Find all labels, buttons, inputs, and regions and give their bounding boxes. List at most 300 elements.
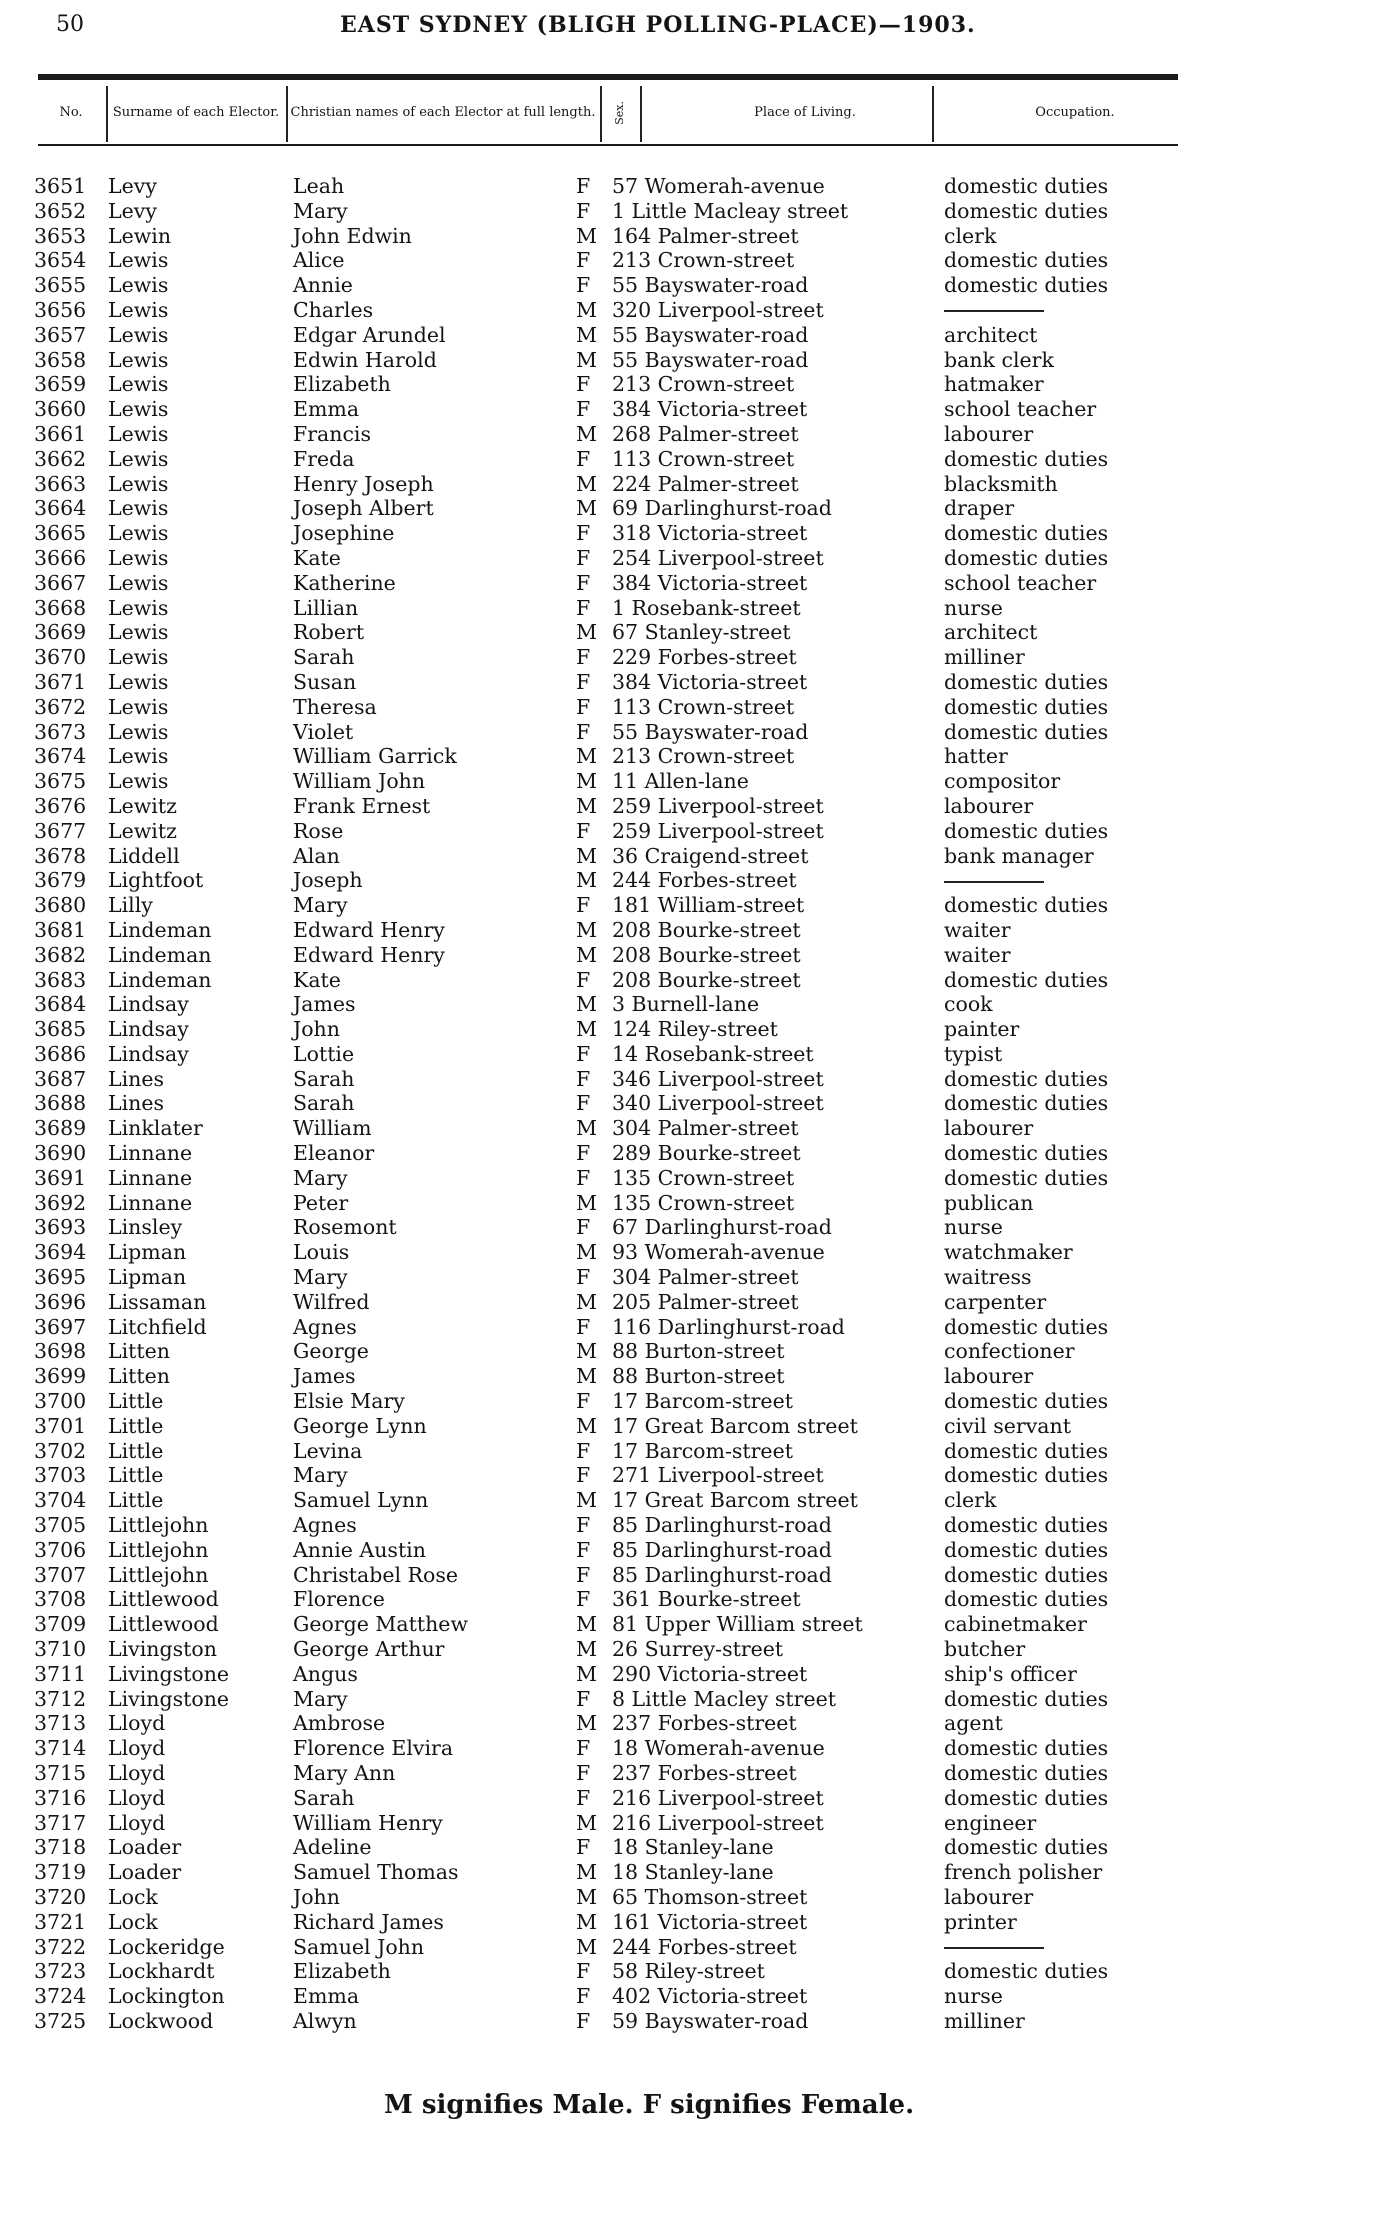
elector-number: 3725 xyxy=(34,2008,87,2033)
table-row xyxy=(0,2009,1382,2034)
table-row xyxy=(0,1067,1382,1092)
elector-number: 3690 xyxy=(34,1141,87,1166)
sex: M xyxy=(576,868,597,893)
place-of-living: 161 Victoria-street xyxy=(612,1909,808,1934)
surname: Lewitz xyxy=(108,793,177,818)
occupation: hatter xyxy=(944,744,1008,769)
elector-number: 3653 xyxy=(34,223,87,248)
surname: Levy xyxy=(108,174,157,198)
surname: Lipman xyxy=(108,1265,187,1290)
place-of-living: 17 Barcom-street xyxy=(612,1438,793,1463)
elector-number: 3675 xyxy=(34,769,87,794)
header-place: Place of Living. xyxy=(754,105,856,120)
table-row xyxy=(0,1463,1382,1488)
place-of-living: 205 Palmer-street xyxy=(612,1289,799,1314)
table-row xyxy=(0,1687,1382,1712)
place-of-living: 55 Bayswater-road xyxy=(612,719,809,744)
elector-number: 3662 xyxy=(34,446,87,471)
christian-names: Mary xyxy=(293,1686,348,1711)
christian-names: Elizabeth xyxy=(293,1959,391,1984)
place-of-living: 88 Burton-street xyxy=(612,1339,785,1364)
table-row xyxy=(0,645,1382,670)
column-divider xyxy=(106,86,108,142)
elector-number: 3710 xyxy=(34,1637,87,1662)
place-of-living: 224 Palmer-street xyxy=(612,471,799,496)
sex: F xyxy=(576,174,591,198)
christian-names: Edward Henry xyxy=(293,917,445,942)
surname: Lewis xyxy=(108,620,169,645)
elector-number: 3697 xyxy=(34,1314,87,1339)
surname: Livingston xyxy=(108,1637,217,1662)
electors-table xyxy=(0,174,1382,2034)
sex: F xyxy=(576,1066,591,1091)
sex: F xyxy=(576,595,591,620)
surname: Lewis xyxy=(108,273,169,298)
elector-number: 3667 xyxy=(34,570,87,595)
table-row xyxy=(0,521,1382,546)
christian-names: Leah xyxy=(293,174,345,198)
christian-names: Florence xyxy=(293,1587,385,1612)
table-row xyxy=(0,571,1382,596)
christian-names: Robert xyxy=(293,620,365,645)
occupation: domestic duties xyxy=(944,1785,1109,1810)
elector-number: 3717 xyxy=(34,1810,87,1835)
surname: Lilly xyxy=(108,893,153,918)
sex: F xyxy=(576,1215,591,1240)
place-of-living: 135 Crown-street xyxy=(612,1165,795,1190)
elector-number: 3686 xyxy=(34,1041,87,1066)
sex: F xyxy=(576,273,591,298)
surname: Linnane xyxy=(108,1190,193,1215)
occupation: school teacher xyxy=(944,397,1097,422)
table-row xyxy=(0,372,1382,397)
elector-number: 3657 xyxy=(34,322,87,347)
occupation: domestic duties xyxy=(944,1835,1109,1860)
sex: F xyxy=(576,198,591,223)
occupation: typist xyxy=(944,1041,1003,1066)
christian-names: Samuel Lynn xyxy=(293,1488,429,1513)
surname: Lockwood xyxy=(108,2008,214,2033)
sex: M xyxy=(576,421,597,446)
surname: Lewis xyxy=(108,645,169,670)
surname: Lightfoot xyxy=(108,868,204,893)
place-of-living: 124 Riley-street xyxy=(612,1017,778,1042)
christian-names: Alwyn xyxy=(293,2008,357,2033)
place-of-living: 254 Liverpool-street xyxy=(612,545,824,570)
occupation: waiter xyxy=(944,942,1011,967)
surname: Lloyd xyxy=(108,1736,166,1761)
christian-names: Elsie Mary xyxy=(293,1389,405,1414)
sex: M xyxy=(576,1934,597,1959)
table-row xyxy=(0,447,1382,472)
elector-number: 3680 xyxy=(34,893,87,918)
occupation: french polisher xyxy=(944,1860,1103,1885)
occupation: domestic duties xyxy=(944,545,1109,570)
sex: M xyxy=(576,1240,597,1265)
elector-number: 3708 xyxy=(34,1587,87,1612)
header-sex: Sex. xyxy=(613,101,626,125)
elector-number: 3719 xyxy=(34,1860,87,1885)
sex: F xyxy=(576,446,591,471)
sex: M xyxy=(576,322,597,347)
surname: Lindsay xyxy=(108,992,189,1017)
place-of-living: 88 Burton-street xyxy=(612,1364,785,1389)
elector-number: 3696 xyxy=(34,1289,87,1314)
christian-names: William Henry xyxy=(293,1810,443,1835)
table-row xyxy=(0,1339,1382,1364)
christian-names: Lottie xyxy=(293,1041,355,1066)
table-row xyxy=(0,298,1382,323)
table-row xyxy=(0,943,1382,968)
occupation: compositor xyxy=(944,769,1061,794)
occupation: nurse xyxy=(944,1215,1003,1240)
elector-number: 3659 xyxy=(34,372,87,397)
place-of-living: 320 Liverpool-street xyxy=(612,297,824,322)
christian-names: Frank Ernest xyxy=(293,793,431,818)
christian-names: Adeline xyxy=(293,1835,372,1860)
surname: Lockhardt xyxy=(108,1959,215,1984)
surname: Lindeman xyxy=(108,942,212,967)
top-rule xyxy=(38,74,1178,80)
occupation: domestic duties xyxy=(944,1562,1109,1587)
occupation: nurse xyxy=(944,595,1003,620)
table-row xyxy=(0,670,1382,695)
place-of-living: 17 Barcom-street xyxy=(612,1389,793,1414)
surname: Litten xyxy=(108,1339,170,1364)
elector-number: 3723 xyxy=(34,1959,87,1984)
sex: M xyxy=(576,1661,597,1686)
elector-number: 3712 xyxy=(34,1686,87,1711)
christian-names: Mary Ann xyxy=(293,1761,396,1785)
surname: Lipman xyxy=(108,1240,187,1265)
surname: Lewis xyxy=(108,694,169,719)
christian-names: George xyxy=(293,1339,369,1364)
place-of-living: 340 Liverpool-street xyxy=(612,1091,824,1116)
column-divider xyxy=(932,86,934,142)
sex: F xyxy=(576,1587,591,1612)
table-row xyxy=(0,720,1382,745)
elector-number: 3668 xyxy=(34,595,87,620)
sex: M xyxy=(576,1810,597,1835)
table-row xyxy=(0,1191,1382,1216)
place-of-living: 18 Stanley-lane xyxy=(612,1835,774,1860)
place-of-living: 57 Womerah-avenue xyxy=(612,174,825,198)
place-of-living: 213 Crown-street xyxy=(612,372,795,397)
place-of-living: 1 Little Macleay street xyxy=(612,198,849,223)
elector-number: 3706 xyxy=(34,1537,87,1562)
elector-number: 3671 xyxy=(34,669,87,694)
table-row xyxy=(0,744,1382,769)
header-surname: Surname of each Elector. xyxy=(112,105,280,120)
sex: M xyxy=(576,1884,597,1909)
occupation: domestic duties xyxy=(944,893,1109,918)
sex: F xyxy=(576,1463,591,1488)
christian-names: Richard James xyxy=(293,1909,444,1934)
christian-names: Kate xyxy=(293,545,341,570)
sex: F xyxy=(576,1984,591,2009)
elector-number: 3702 xyxy=(34,1438,87,1463)
blank-occupation-rule xyxy=(944,1947,1044,1949)
elector-number: 3695 xyxy=(34,1265,87,1290)
surname: Livingstone xyxy=(108,1661,230,1686)
page-title: EAST SYDNEY (BLIGH POLLING-PLACE)—1903. xyxy=(340,12,976,38)
surname: Linnane xyxy=(108,1141,193,1166)
table-row xyxy=(0,769,1382,794)
table-row xyxy=(0,1811,1382,1836)
surname: Lewis xyxy=(108,471,169,496)
table-row xyxy=(0,1290,1382,1315)
place-of-living: 237 Forbes-street xyxy=(612,1711,797,1736)
table-row xyxy=(0,1984,1382,2009)
surname: Little xyxy=(108,1463,164,1488)
occupation: labourer xyxy=(944,793,1034,818)
table-row xyxy=(0,1612,1382,1637)
table-row xyxy=(0,868,1382,893)
sex: M xyxy=(576,471,597,496)
occupation: domestic duties xyxy=(944,1066,1109,1091)
table-row xyxy=(0,1885,1382,1910)
christian-names: Katherine xyxy=(293,570,396,595)
christian-names: Edgar Arundel xyxy=(293,322,446,347)
christian-names: John xyxy=(293,1017,340,1042)
table-row xyxy=(0,1166,1382,1191)
table-row xyxy=(0,819,1382,844)
christian-names: Joseph xyxy=(293,868,363,893)
place-of-living: 346 Liverpool-street xyxy=(612,1066,824,1091)
surname: Little xyxy=(108,1438,164,1463)
occupation: labourer xyxy=(944,1116,1034,1141)
occupation: clerk xyxy=(944,1488,997,1513)
christian-names: Joseph Albert xyxy=(293,496,434,521)
sex: F xyxy=(576,1091,591,1116)
surname: Lewis xyxy=(108,570,169,595)
place-of-living: 244 Forbes-street xyxy=(612,1934,797,1959)
place-of-living: 216 Liverpool-street xyxy=(612,1810,824,1835)
christian-names: Samuel Thomas xyxy=(293,1860,459,1885)
christian-names: Ambrose xyxy=(293,1711,386,1736)
christian-names: William xyxy=(293,1116,372,1141)
surname: Lewis xyxy=(108,669,169,694)
sex: M xyxy=(576,1116,597,1141)
christian-names: Annie xyxy=(293,273,353,298)
table-row xyxy=(0,1141,1382,1166)
elector-number: 3721 xyxy=(34,1909,87,1934)
sex: F xyxy=(576,570,591,595)
surname: Lewis xyxy=(108,545,169,570)
place-of-living: 36 Craigend-street xyxy=(612,843,809,868)
sex: F xyxy=(576,1513,591,1538)
table-row xyxy=(0,224,1382,249)
occupation: milliner xyxy=(944,645,1025,670)
elector-number: 3666 xyxy=(34,545,87,570)
occupation: milliner xyxy=(944,2008,1025,2033)
sex: F xyxy=(576,669,591,694)
sex: M xyxy=(576,917,597,942)
elector-number: 3679 xyxy=(34,868,87,893)
table-row xyxy=(0,546,1382,571)
place-of-living: 55 Bayswater-road xyxy=(612,347,809,372)
place-of-living: 213 Crown-street xyxy=(612,248,795,273)
elector-number: 3683 xyxy=(34,967,87,992)
place-of-living: 67 Stanley-street xyxy=(612,620,791,645)
surname: Lewis xyxy=(108,397,169,422)
elector-number: 3654 xyxy=(34,248,87,273)
surname: Lewin xyxy=(108,223,172,248)
sex: F xyxy=(576,397,591,422)
elector-number: 3709 xyxy=(34,1612,87,1637)
elector-number: 3676 xyxy=(34,793,87,818)
surname: Lockeridge xyxy=(108,1934,225,1959)
sex: F xyxy=(576,372,591,397)
place-of-living: 216 Liverpool-street xyxy=(612,1785,824,1810)
place-of-living: 58 Riley-street xyxy=(612,1959,765,1984)
elector-number: 3682 xyxy=(34,942,87,967)
occupation: architect xyxy=(944,322,1038,347)
occupation: nurse xyxy=(944,1984,1003,2009)
sex: F xyxy=(576,719,591,744)
sex: M xyxy=(576,1488,597,1513)
place-of-living: 113 Crown-street xyxy=(612,446,795,471)
occupation: draper xyxy=(944,496,1015,521)
occupation: printer xyxy=(944,1909,1017,1934)
place-of-living: 85 Darlinghurst-road xyxy=(612,1537,832,1562)
place-of-living: 26 Surrey-street xyxy=(612,1637,784,1662)
place-of-living: 11 Allen-lane xyxy=(612,769,749,794)
occupation: domestic duties xyxy=(944,174,1109,198)
christian-names: Susan xyxy=(293,669,357,694)
christian-names: John xyxy=(293,1884,340,1909)
table-row xyxy=(0,695,1382,720)
occupation: clerk xyxy=(944,223,997,248)
occupation: engineer xyxy=(944,1810,1037,1835)
table-header xyxy=(38,82,1178,146)
occupation: labourer xyxy=(944,421,1034,446)
place-of-living: 81 Upper William street xyxy=(612,1612,863,1637)
place-of-living: 116 Darlinghurst-road xyxy=(612,1314,845,1339)
table-row xyxy=(0,1240,1382,1265)
place-of-living: 304 Palmer-street xyxy=(612,1116,799,1141)
elector-number: 3656 xyxy=(34,297,87,322)
table-row xyxy=(0,1439,1382,1464)
column-divider xyxy=(640,86,642,142)
christian-names: Henry Joseph xyxy=(293,471,434,496)
table-row xyxy=(0,1389,1382,1414)
occupation: domestic duties xyxy=(944,1686,1109,1711)
christian-names: Sarah xyxy=(293,645,355,670)
header-christian-names: Christian names of each Elector at full length. xyxy=(290,105,596,120)
elector-number: 3658 xyxy=(34,347,87,372)
sex: F xyxy=(576,1389,591,1414)
surname: Little xyxy=(108,1389,164,1414)
elector-number: 3672 xyxy=(34,694,87,719)
sex: M xyxy=(576,1860,597,1885)
christian-names: Theresa xyxy=(293,694,377,719)
elector-number: 3652 xyxy=(34,198,87,223)
surname: Levy xyxy=(108,198,157,223)
place-of-living: 384 Victoria-street xyxy=(612,669,808,694)
occupation: civil servant xyxy=(944,1413,1071,1438)
table-row xyxy=(0,794,1382,819)
table-row xyxy=(0,472,1382,497)
occupation: domestic duties xyxy=(944,248,1109,273)
sex: F xyxy=(576,967,591,992)
occupation: watchmaker xyxy=(944,1240,1073,1265)
elector-number: 3716 xyxy=(34,1785,87,1810)
table-row xyxy=(0,1786,1382,1811)
place-of-living: 208 Bourke-street xyxy=(612,917,801,942)
sex: F xyxy=(576,1562,591,1587)
table-row xyxy=(0,1860,1382,1885)
elector-number: 3698 xyxy=(34,1339,87,1364)
christian-names: Emma xyxy=(293,1984,360,2009)
sex: M xyxy=(576,1339,597,1364)
elector-number: 3669 xyxy=(34,620,87,645)
blank-occupation-rule xyxy=(944,881,1044,883)
table-row xyxy=(0,1910,1382,1935)
sex: M xyxy=(576,347,597,372)
occupation: publican xyxy=(944,1190,1034,1215)
table-row xyxy=(0,199,1382,224)
surname: Loader xyxy=(108,1835,182,1860)
place-of-living: 268 Palmer-street xyxy=(612,421,799,446)
elector-number: 3692 xyxy=(34,1190,87,1215)
elector-number: 3685 xyxy=(34,1017,87,1042)
christian-names: Sarah xyxy=(293,1066,355,1091)
christian-names: Mary xyxy=(293,1463,348,1488)
header-no: No. xyxy=(59,105,83,120)
sex: M xyxy=(576,1364,597,1389)
sex: F xyxy=(576,1736,591,1761)
occupation: domestic duties xyxy=(944,1438,1109,1463)
table-row xyxy=(0,1488,1382,1513)
surname: Lindeman xyxy=(108,917,212,942)
sex: M xyxy=(576,793,597,818)
occupation: domestic duties xyxy=(944,1587,1109,1612)
elector-number: 3703 xyxy=(34,1463,87,1488)
occupation: domestic duties xyxy=(944,1959,1109,1984)
elector-number: 3655 xyxy=(34,273,87,298)
occupation: carpenter xyxy=(944,1289,1047,1314)
table-row xyxy=(0,496,1382,521)
table-row xyxy=(0,348,1382,373)
table-row xyxy=(0,397,1382,422)
surname: Lloyd xyxy=(108,1810,166,1835)
sex: F xyxy=(576,645,591,670)
surname: Lock xyxy=(108,1909,158,1934)
surname: Lindeman xyxy=(108,967,212,992)
surname: Little xyxy=(108,1488,164,1513)
sex: F xyxy=(576,1041,591,1066)
christian-names: Mary xyxy=(293,893,348,918)
place-of-living: 65 Thomson-street xyxy=(612,1884,808,1909)
sex: M xyxy=(576,1612,597,1637)
christian-names: Florence Elvira xyxy=(293,1736,454,1761)
occupation: domestic duties xyxy=(944,198,1109,223)
table-row xyxy=(0,893,1382,918)
place-of-living: 402 Victoria-street xyxy=(612,1984,808,2009)
table-row xyxy=(0,248,1382,273)
table-row xyxy=(0,422,1382,447)
surname: Lewis xyxy=(108,769,169,794)
sex: F xyxy=(576,1165,591,1190)
sex: M xyxy=(576,496,597,521)
table-row xyxy=(0,1662,1382,1687)
place-of-living: 93 Womerah-avenue xyxy=(612,1240,825,1265)
place-of-living: 17 Great Barcom street xyxy=(612,1488,858,1513)
sex: F xyxy=(576,1959,591,1984)
sex: F xyxy=(576,545,591,570)
occupation xyxy=(944,1935,1044,1960)
